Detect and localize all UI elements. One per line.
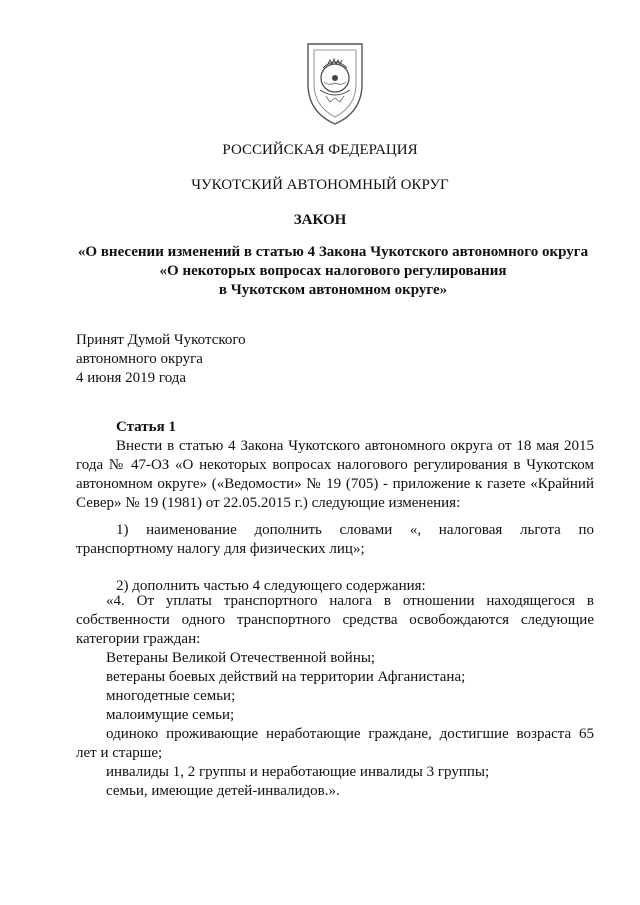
adoption-line: Принят Думой Чукотского: [76, 332, 246, 348]
category-item: Ветераны Великой Отечественной войны;: [106, 650, 376, 666]
adoption-line: автономного округа: [76, 351, 203, 367]
category-item: ветераны боевых действий на территории Афганистана;: [106, 669, 466, 685]
category-item: малоимущие семьи;: [106, 707, 235, 723]
law-title-line: в Чукотском автономном округе»: [218, 282, 448, 298]
category-item: одиноко проживающие неработающие граждане, достигшие возраста 65 лет и старше;: [76, 726, 594, 761]
part-4-block: [76, 592, 594, 801]
amendment-item-1: 1) наименование дополнить словами «, налоговая льгота по транспортному налогу для физических лиц»;: [76, 522, 594, 557]
law-title-line: «О внесении изменений в статью 4 Закона Чукотского автономного округа: [77, 244, 589, 260]
coat-of-arms-emblem: [290, 38, 380, 128]
category-item: многодетные семьи;: [106, 688, 236, 704]
header-federation: РОССИЙСКАЯ ФЕДЕРАЦИЯ: [222, 142, 418, 158]
article-heading: Статья 1: [116, 419, 176, 435]
article-intro-paragraph: Внести в статью 4 Закона Чукотского автономного округа от 18 мая 2015 года № 47-ОЗ «О некоторых вопросах налогового регулирования в Чукотском автономном округе» («Ведомости» № 19 (705) - приложение к газете «Крайний Север» № 19 (1981) от 22.05.2015 г.) следующие изменения:: [76, 438, 594, 511]
document-type-heading: ЗАКОН: [293, 212, 347, 228]
law-title: [60, 243, 606, 300]
category-item: инвалиды 1, 2 группы и неработающие инвалиды 3 группы;: [106, 764, 490, 780]
amendment-item-1-block: [76, 521, 594, 559]
adoption-note: [76, 331, 246, 388]
amendment-item-2: 2) дополнить частью 4 следующего содержания:: [116, 578, 426, 594]
adoption-date: 4 июня 2019 года: [76, 370, 187, 386]
article-intro-block: [76, 437, 594, 513]
law-title-line: «О некоторых вопросах налогового регулирования: [159, 263, 507, 279]
header-okrug: ЧУКОТСКИЙ АВТОНОМНЫЙ ОКРУГ: [191, 177, 449, 193]
part-4-intro: «4. От уплаты транспортного налога в отношении находящегося в собственности одного транспортного средства освобождаются следующие категории граждан:: [76, 593, 594, 647]
category-item: семьи, имеющие детей-инвалидов.».: [106, 783, 340, 799]
